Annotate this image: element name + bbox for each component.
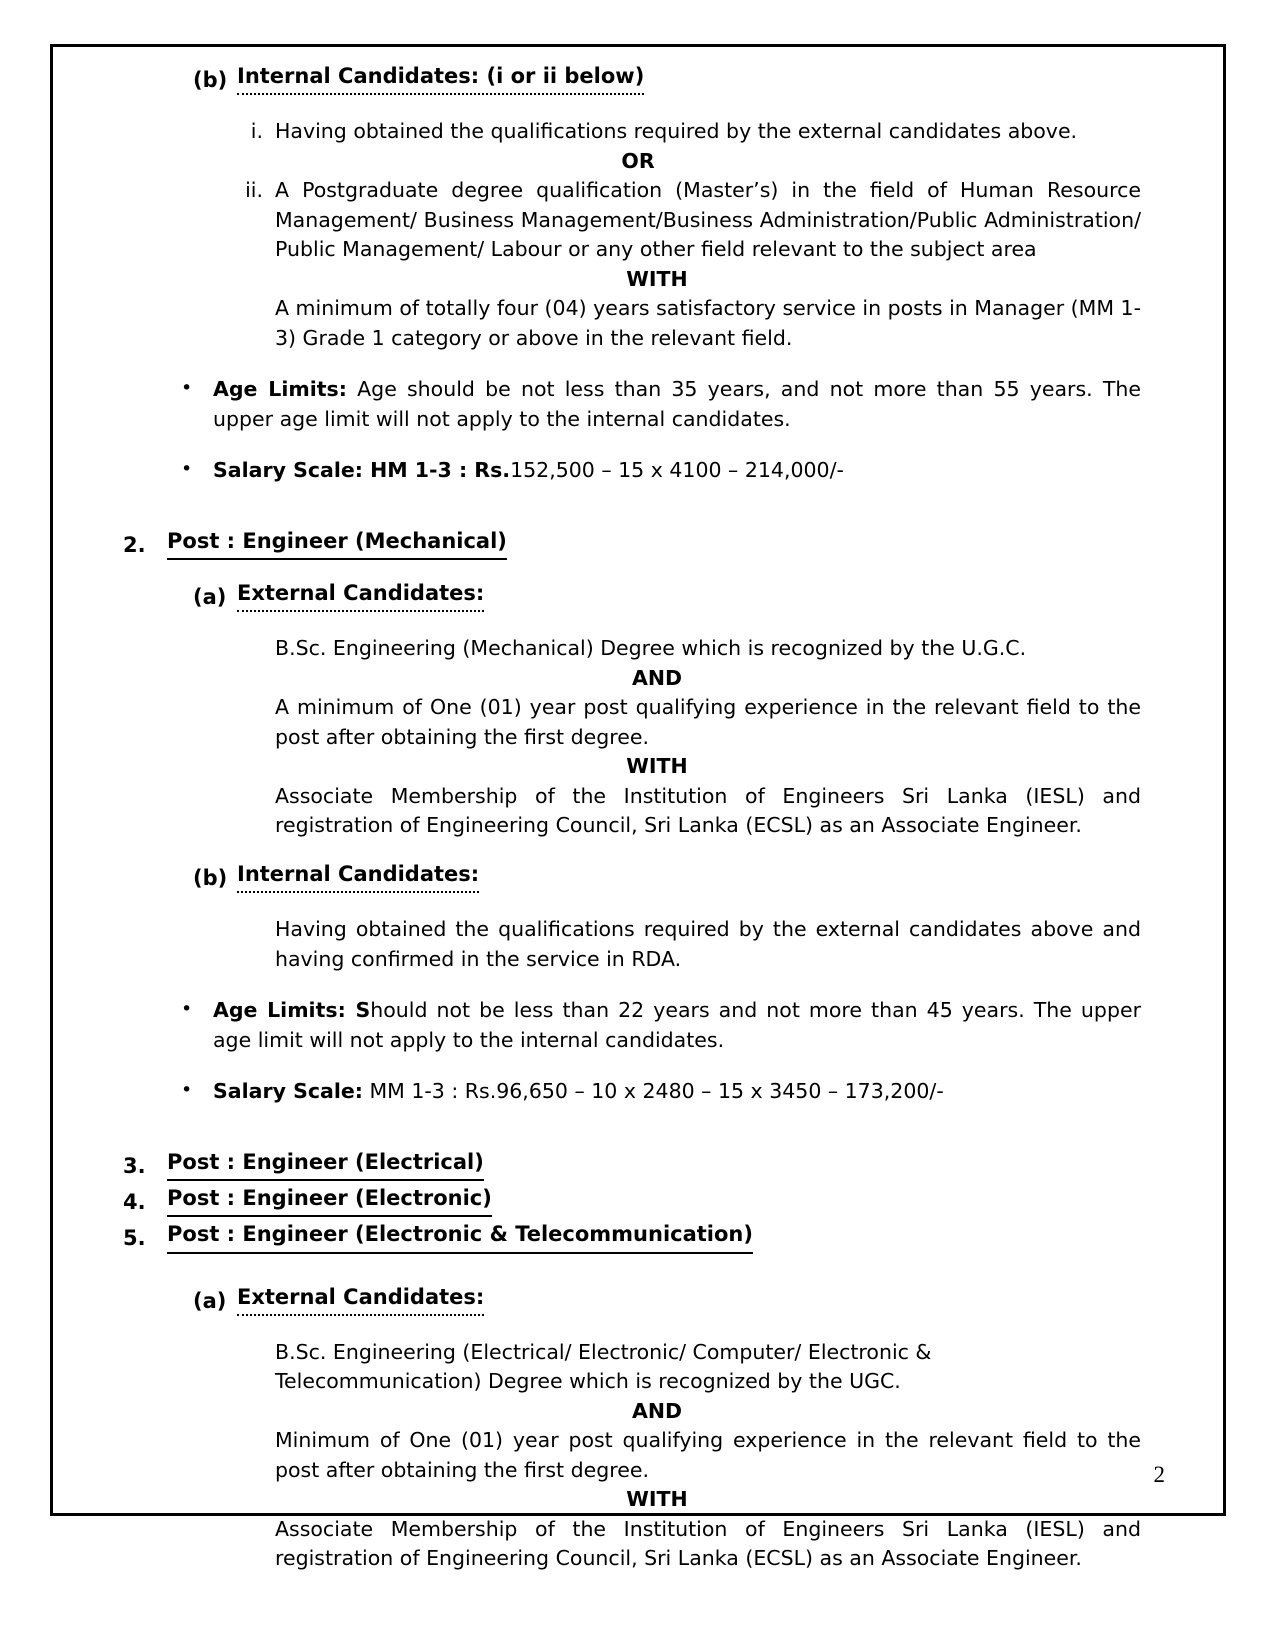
- post-heading-4: [123, 1187, 1161, 1217]
- external-candidates-heading-345: [193, 1286, 1161, 1316]
- internal-candidates-label-2: Internal Candidates:: [237, 863, 479, 893]
- bullet-icon: •: [181, 458, 193, 481]
- post-title-4: Post : Engineer (Electronic): [167, 1187, 492, 1217]
- post-heading-5: [123, 1223, 1161, 1253]
- age-limits-bullet-hm: [173, 375, 1141, 434]
- connector-or-hm: OR: [621, 148, 655, 173]
- salary-scale-label-2: Salary Scale:: [213, 1079, 363, 1104]
- external-candidates-label-2: External Candidates:: [237, 582, 484, 612]
- external-line2-345: Minimum of One (01) year post qualifying experience in the relevant field to the post after obtaining the first degree.: [275, 1428, 1141, 1482]
- post-heading-2: [123, 530, 1161, 560]
- connector-with-hm: WITH: [626, 266, 688, 291]
- bullet-icon: •: [181, 998, 193, 1021]
- post-number-2: 2.: [123, 532, 146, 557]
- age-limits-text-hm: Age should be not less than 35 years, and not more than 55 years. The upper age limit will not apply to the internal candidates.: [213, 377, 1141, 431]
- roman-text-ii: A Postgraduate degree qualification (Master’s) in the field of Human Resource Management/ Business Management/Business Administration/Public Administration/ Public Management/ Labour or any other field relevant to the subject area: [275, 178, 1141, 262]
- page-content: [53, 47, 1223, 1571]
- age-limits-text-2: hould not be less than 22 years and not more than 45 years. The upper age limit will not apply to the internal candidates.: [213, 998, 1141, 1052]
- roman-marker-i: i.: [250, 119, 263, 144]
- post-number-3: 3.: [123, 1153, 146, 1178]
- connector-with-2: WITH: [626, 754, 688, 779]
- roman-text-i: Having obtained the qualifications required by the external candidates above.: [275, 119, 1078, 144]
- post-title-3: Post : Engineer (Electrical): [167, 1151, 484, 1181]
- bullet-icon: •: [181, 1079, 193, 1102]
- external-candidates-label-345: External Candidates:: [237, 1286, 484, 1316]
- external-candidates-heading-2: [193, 582, 1161, 612]
- roman-text-ii-with: A minimum of totally four (04) years satisfactory service in posts in Manager (MM 1-3) Grade 1 category or above in the relevant field.: [275, 296, 1141, 350]
- connector-and-2: AND: [631, 665, 683, 690]
- list-marker-b: (b): [193, 68, 228, 92]
- post-heading-3: [123, 1151, 1161, 1181]
- salary-scale-label-hm: Salary Scale: HM 1-3 : Rs.: [213, 458, 511, 483]
- list-marker-a: (a): [193, 585, 227, 610]
- internal-candidates-heading-hm: [193, 65, 1161, 95]
- post-title-2: Post : Engineer (Mechanical): [167, 530, 507, 560]
- list-marker-b: (b): [193, 865, 228, 890]
- internal-text-2: Having obtained the qualifications required by the external candidates above and having confirmed in the service in RDA.: [275, 917, 1141, 971]
- age-limits-label-2: Age Limits: S: [213, 998, 371, 1023]
- connector-with-345: WITH: [626, 1487, 688, 1512]
- bullet-icon: •: [181, 377, 193, 400]
- salary-scale-bullet-2: [173, 1077, 1141, 1107]
- external-line2-2: A minimum of One (01) year post qualifying experience in the relevant field to the post after obtaining the first degree.: [275, 695, 1141, 749]
- roman-marker-ii: ii.: [245, 178, 263, 203]
- external-line3-2: Associate Membership of the Institution of Engineers Sri Lanka (IESL) and registration of Engineering Council, Sri Lanka (ECSL) as an Associate Engineer.: [275, 783, 1141, 838]
- post-number-5: 5.: [123, 1226, 146, 1251]
- internal-candidates-label-hm: Internal Candidates: (i or ii below): [237, 65, 644, 95]
- post-number-4: 4.: [123, 1190, 146, 1215]
- internal-candidates-heading-2: [193, 863, 1161, 893]
- roman-item-i: [237, 117, 1141, 147]
- external-line3-345: Associate Membership of the Institution of Engineers Sri Lanka (IESL) and registration of Engineering Council, Sri Lanka (ECSL) as an Associate Engineer.: [275, 1516, 1141, 1571]
- roman-item-ii: [237, 176, 1141, 265]
- age-limits-label-hm: Age Limits:: [213, 377, 347, 402]
- salary-scale-bullet-hm: [173, 456, 1141, 486]
- external-line1-2: B.Sc. Engineering (Mechanical) Degree which is recognized by the U.G.C.: [275, 636, 1027, 661]
- age-limits-bullet-2: [173, 996, 1141, 1055]
- page-number: 2: [1153, 1461, 1165, 1487]
- salary-scale-text-hm: 152,500 – 15 x 4100 – 214,000/-: [510, 458, 844, 483]
- connector-and-345: AND: [631, 1398, 683, 1423]
- list-marker-a: (a): [193, 1288, 227, 1313]
- page-border-frame: [50, 44, 1226, 1571]
- salary-scale-text-2: MM 1-3 : Rs.96,650 – 10 x 2480 – 15 x 3450 – 173,200/-: [362, 1079, 944, 1104]
- post-title-5: Post : Engineer (Electronic & Telecommunication): [167, 1223, 753, 1253]
- external-line1-345: B.Sc. Engineering (Electrical/ Electronic/ Computer/ Electronic & Telecommunication) Degree which is recognized by the UGC.: [275, 1339, 932, 1394]
